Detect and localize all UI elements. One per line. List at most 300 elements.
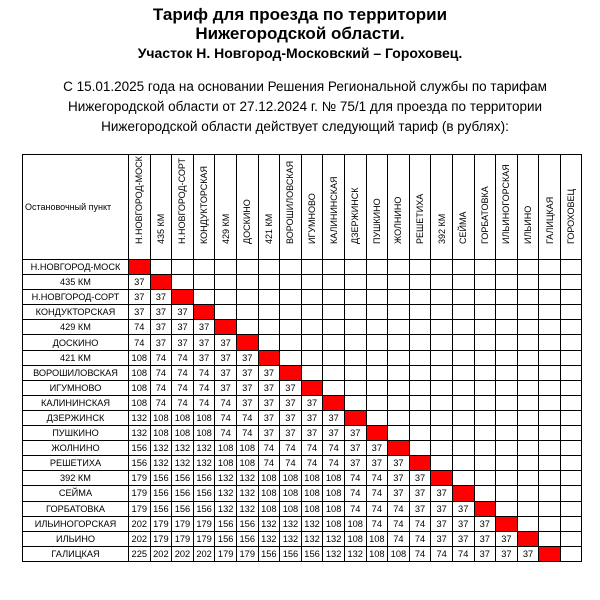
fare-cell: 156 bbox=[280, 546, 302, 561]
empty-cell bbox=[431, 290, 453, 305]
fare-cell: 108 bbox=[258, 501, 280, 516]
fare-cell: 74 bbox=[129, 335, 151, 350]
empty-cell bbox=[474, 395, 496, 410]
fare-cell: 74 bbox=[452, 546, 474, 561]
empty-cell bbox=[388, 320, 410, 335]
fare-cell: 37 bbox=[388, 456, 410, 471]
diagonal-cell bbox=[215, 320, 237, 335]
fare-cell: 37 bbox=[236, 350, 258, 365]
fare-cell: 108 bbox=[366, 531, 388, 546]
fare-cell: 37 bbox=[258, 395, 280, 410]
fare-cell: 132 bbox=[215, 486, 237, 501]
fare-cell: 179 bbox=[236, 546, 258, 561]
fare-cell: 132 bbox=[258, 516, 280, 531]
fare-cell: 37 bbox=[172, 335, 194, 350]
fare-cell: 37 bbox=[388, 471, 410, 486]
empty-cell bbox=[323, 260, 345, 275]
station-name: КОНДУКТОРСКАЯ bbox=[23, 305, 129, 320]
column-header-label: 435 КМ bbox=[155, 213, 166, 244]
column-header-label: Н.НОВГОРОД-СОРТ bbox=[177, 158, 188, 244]
empty-cell bbox=[172, 260, 194, 275]
empty-cell bbox=[517, 456, 539, 471]
empty-cell bbox=[517, 516, 539, 531]
fare-cell: 74 bbox=[280, 456, 302, 471]
fare-cell: 108 bbox=[258, 471, 280, 486]
column-header-label: ИЛЬИНОГОРСКАЯ bbox=[501, 164, 512, 244]
title-line-1: Тариф для проезда по территории bbox=[152, 5, 448, 24]
empty-cell bbox=[539, 260, 561, 275]
station-name: Н.НОВГОРОД-МОСК bbox=[23, 260, 129, 275]
fare-cell: 132 bbox=[129, 426, 151, 441]
fare-cell: 74 bbox=[129, 320, 151, 335]
empty-cell bbox=[366, 380, 388, 395]
fare-cell: 156 bbox=[193, 486, 215, 501]
column-header bbox=[496, 155, 518, 260]
fare-cell: 37 bbox=[409, 471, 431, 486]
fare-cell: 108 bbox=[323, 471, 345, 486]
fare-cell: 156 bbox=[172, 486, 194, 501]
empty-cell bbox=[409, 350, 431, 365]
column-header-label: 392 КМ bbox=[436, 213, 447, 244]
empty-cell bbox=[517, 395, 539, 410]
fare-cell: 108 bbox=[280, 486, 302, 501]
fare-cell: 37 bbox=[280, 395, 302, 410]
fare-cell: 108 bbox=[258, 486, 280, 501]
empty-cell bbox=[258, 305, 280, 320]
empty-cell bbox=[517, 410, 539, 425]
empty-cell bbox=[452, 441, 474, 456]
empty-cell bbox=[539, 501, 561, 516]
empty-cell bbox=[258, 290, 280, 305]
fare-cell: 37 bbox=[236, 395, 258, 410]
empty-cell bbox=[560, 546, 582, 561]
empty-cell bbox=[496, 501, 518, 516]
column-header bbox=[560, 155, 582, 260]
station-name: ВОРОШИЛОВСКАЯ bbox=[23, 365, 129, 380]
empty-cell bbox=[474, 365, 496, 380]
fare-cell: 37 bbox=[215, 350, 237, 365]
table-row bbox=[23, 426, 582, 441]
empty-cell bbox=[409, 365, 431, 380]
empty-cell bbox=[474, 275, 496, 290]
table-row bbox=[23, 320, 582, 335]
empty-cell bbox=[409, 275, 431, 290]
empty-cell bbox=[301, 305, 323, 320]
table-row bbox=[23, 501, 582, 516]
empty-cell bbox=[431, 305, 453, 320]
empty-cell bbox=[431, 260, 453, 275]
fare-cell: 37 bbox=[452, 501, 474, 516]
fare-cell: 156 bbox=[150, 471, 172, 486]
fare-cell: 74 bbox=[431, 546, 453, 561]
diagonal-cell bbox=[323, 395, 345, 410]
fare-cell: 37 bbox=[150, 320, 172, 335]
column-header bbox=[452, 155, 474, 260]
empty-cell bbox=[496, 350, 518, 365]
fare-cell: 179 bbox=[172, 531, 194, 546]
diagonal-cell bbox=[539, 546, 561, 561]
fare-cell: 37 bbox=[301, 426, 323, 441]
fare-cell: 179 bbox=[129, 486, 151, 501]
fare-cell: 108 bbox=[344, 531, 366, 546]
empty-cell bbox=[517, 290, 539, 305]
empty-cell bbox=[388, 260, 410, 275]
empty-cell bbox=[496, 471, 518, 486]
empty-cell bbox=[323, 320, 345, 335]
empty-cell bbox=[496, 410, 518, 425]
empty-cell bbox=[344, 290, 366, 305]
empty-cell bbox=[539, 275, 561, 290]
empty-cell bbox=[560, 486, 582, 501]
empty-cell bbox=[344, 335, 366, 350]
fare-cell: 108 bbox=[150, 426, 172, 441]
table-row bbox=[23, 471, 582, 486]
empty-cell bbox=[280, 290, 302, 305]
station-name: ИЛЬИНОГОРСКАЯ bbox=[23, 516, 129, 531]
empty-cell bbox=[409, 305, 431, 320]
empty-cell bbox=[344, 320, 366, 335]
diagonal-cell bbox=[258, 350, 280, 365]
diagonal-cell bbox=[301, 380, 323, 395]
fare-cell: 132 bbox=[150, 441, 172, 456]
empty-cell bbox=[388, 305, 410, 320]
column-header bbox=[409, 155, 431, 260]
fare-cell: 108 bbox=[388, 546, 410, 561]
empty-cell bbox=[517, 441, 539, 456]
empty-cell bbox=[388, 275, 410, 290]
empty-cell bbox=[431, 395, 453, 410]
empty-cell bbox=[474, 456, 496, 471]
fare-cell: 37 bbox=[344, 441, 366, 456]
fare-cell: 108 bbox=[215, 441, 237, 456]
empty-cell bbox=[344, 395, 366, 410]
fare-cell: 179 bbox=[215, 546, 237, 561]
column-header-label: ПУШКИНО bbox=[371, 198, 382, 244]
empty-cell bbox=[431, 456, 453, 471]
fare-cell: 74 bbox=[193, 365, 215, 380]
empty-cell bbox=[539, 395, 561, 410]
empty-cell bbox=[517, 305, 539, 320]
table-row bbox=[23, 486, 582, 501]
fare-cell: 179 bbox=[129, 501, 151, 516]
intro-text bbox=[40, 77, 570, 137]
column-header-label: ГОРБАТОВКА bbox=[479, 186, 490, 244]
fare-cell: 37 bbox=[409, 501, 431, 516]
column-header-label: ИГУМНОВО bbox=[307, 193, 318, 244]
table-row bbox=[23, 395, 582, 410]
fare-cell: 37 bbox=[236, 380, 258, 395]
station-name: РЕШЕТИХА bbox=[23, 456, 129, 471]
empty-cell bbox=[496, 320, 518, 335]
station-name: 392 КМ bbox=[23, 471, 129, 486]
empty-cell bbox=[280, 275, 302, 290]
station-name: 421 КМ bbox=[23, 350, 129, 365]
empty-cell bbox=[560, 531, 582, 546]
station-name: КАЛИНИНСКАЯ bbox=[23, 395, 129, 410]
fare-cell: 74 bbox=[280, 441, 302, 456]
fare-cell: 132 bbox=[150, 456, 172, 471]
diagonal-cell bbox=[474, 501, 496, 516]
column-header-label: 429 КМ bbox=[220, 213, 231, 244]
fare-cell: 37 bbox=[193, 335, 215, 350]
table-row bbox=[23, 441, 582, 456]
fare-cell: 37 bbox=[258, 426, 280, 441]
empty-cell bbox=[344, 380, 366, 395]
title-line-3: Участок Н. Новгород-Московский – Гороховец. bbox=[137, 45, 463, 61]
empty-cell bbox=[409, 410, 431, 425]
tariff-table bbox=[22, 154, 582, 562]
empty-cell bbox=[431, 410, 453, 425]
empty-cell bbox=[474, 260, 496, 275]
empty-cell bbox=[452, 275, 474, 290]
empty-cell bbox=[517, 486, 539, 501]
fare-cell: 202 bbox=[129, 531, 151, 546]
fare-cell: 37 bbox=[431, 501, 453, 516]
station-name: 429 КМ bbox=[23, 320, 129, 335]
fare-cell: 132 bbox=[323, 546, 345, 561]
empty-cell bbox=[388, 335, 410, 350]
fare-cell: 37 bbox=[236, 365, 258, 380]
empty-cell bbox=[539, 516, 561, 531]
fare-cell: 156 bbox=[129, 456, 151, 471]
empty-cell bbox=[323, 350, 345, 365]
fare-cell: 156 bbox=[150, 486, 172, 501]
empty-cell bbox=[388, 350, 410, 365]
empty-cell bbox=[409, 395, 431, 410]
fare-cell: 74 bbox=[258, 441, 280, 456]
fare-cell: 37 bbox=[344, 456, 366, 471]
fare-cell: 37 bbox=[301, 395, 323, 410]
fare-cell: 37 bbox=[366, 441, 388, 456]
empty-cell bbox=[452, 335, 474, 350]
fare-cell: 74 bbox=[344, 486, 366, 501]
station-name: ДОСКИНО bbox=[23, 335, 129, 350]
empty-cell bbox=[388, 290, 410, 305]
empty-cell bbox=[452, 471, 474, 486]
fare-cell: 74 bbox=[409, 546, 431, 561]
fare-cell: 74 bbox=[366, 471, 388, 486]
diagonal-cell bbox=[236, 335, 258, 350]
empty-cell bbox=[431, 320, 453, 335]
empty-cell bbox=[560, 501, 582, 516]
diagonal-cell bbox=[517, 531, 539, 546]
empty-cell bbox=[366, 290, 388, 305]
empty-cell bbox=[539, 365, 561, 380]
empty-cell bbox=[236, 275, 258, 290]
empty-cell bbox=[215, 290, 237, 305]
fare-cell: 74 bbox=[409, 531, 431, 546]
fare-cell: 179 bbox=[129, 471, 151, 486]
empty-cell bbox=[215, 305, 237, 320]
empty-cell bbox=[301, 335, 323, 350]
fare-cell: 37 bbox=[258, 365, 280, 380]
table-row bbox=[23, 456, 582, 471]
fare-cell: 132 bbox=[193, 456, 215, 471]
fare-cell: 74 bbox=[193, 395, 215, 410]
empty-cell bbox=[193, 275, 215, 290]
fare-cell: 37 bbox=[150, 335, 172, 350]
empty-cell bbox=[452, 260, 474, 275]
empty-cell bbox=[236, 260, 258, 275]
column-header bbox=[236, 155, 258, 260]
fare-cell: 37 bbox=[344, 426, 366, 441]
column-header bbox=[517, 155, 539, 260]
empty-cell bbox=[301, 275, 323, 290]
diagonal-cell bbox=[496, 516, 518, 531]
fare-cell: 108 bbox=[323, 501, 345, 516]
station-name: ГОРБАТОВКА bbox=[23, 501, 129, 516]
empty-cell bbox=[474, 305, 496, 320]
table-row bbox=[23, 335, 582, 350]
column-header-label: ДЗЕРЖИНСК bbox=[350, 187, 361, 244]
empty-cell bbox=[150, 260, 172, 275]
empty-cell bbox=[301, 260, 323, 275]
fare-cell: 37 bbox=[150, 290, 172, 305]
station-name: Н.НОВГОРОД-СОРТ bbox=[23, 290, 129, 305]
column-header-label: РЕШЕТИХА bbox=[415, 193, 426, 244]
empty-cell bbox=[452, 410, 474, 425]
fare-cell: 74 bbox=[366, 501, 388, 516]
fare-cell: 37 bbox=[474, 516, 496, 531]
empty-cell bbox=[452, 320, 474, 335]
column-header-label: ИЛЬИНО bbox=[522, 205, 533, 244]
fare-cell: 74 bbox=[366, 486, 388, 501]
table-row bbox=[23, 305, 582, 320]
empty-cell bbox=[431, 380, 453, 395]
empty-cell bbox=[452, 290, 474, 305]
empty-cell bbox=[452, 365, 474, 380]
fare-cell: 108 bbox=[129, 395, 151, 410]
fare-cell: 74 bbox=[150, 350, 172, 365]
empty-cell bbox=[366, 305, 388, 320]
empty-cell bbox=[409, 441, 431, 456]
fare-cell: 74 bbox=[215, 395, 237, 410]
table-row bbox=[23, 350, 582, 365]
column-header bbox=[129, 155, 151, 260]
column-header-label: ВОРОШИЛОВСКАЯ bbox=[285, 160, 296, 244]
empty-cell bbox=[474, 471, 496, 486]
empty-cell bbox=[517, 320, 539, 335]
fare-cell: 37 bbox=[280, 426, 302, 441]
fare-cell: 37 bbox=[129, 290, 151, 305]
empty-cell bbox=[517, 260, 539, 275]
empty-cell bbox=[215, 260, 237, 275]
empty-cell bbox=[388, 426, 410, 441]
fare-cell: 132 bbox=[344, 546, 366, 561]
column-header bbox=[150, 155, 172, 260]
empty-cell bbox=[431, 441, 453, 456]
empty-cell bbox=[409, 380, 431, 395]
diagonal-cell bbox=[344, 410, 366, 425]
diagonal-cell bbox=[388, 441, 410, 456]
station-name: СЕЙМА bbox=[23, 486, 129, 501]
fare-cell: 37 bbox=[323, 410, 345, 425]
empty-cell bbox=[452, 395, 474, 410]
empty-cell bbox=[560, 516, 582, 531]
empty-cell bbox=[323, 335, 345, 350]
fare-cell: 156 bbox=[193, 471, 215, 486]
fare-cell: 108 bbox=[193, 426, 215, 441]
fare-cell: 108 bbox=[344, 516, 366, 531]
fare-cell: 156 bbox=[301, 546, 323, 561]
empty-cell bbox=[539, 456, 561, 471]
fare-cell: 74 bbox=[258, 456, 280, 471]
fare-cell: 156 bbox=[172, 471, 194, 486]
empty-cell bbox=[431, 365, 453, 380]
column-header-label: 421 КМ bbox=[263, 213, 274, 244]
fare-cell: 37 bbox=[280, 380, 302, 395]
diagonal-cell bbox=[366, 426, 388, 441]
empty-cell bbox=[344, 275, 366, 290]
empty-cell bbox=[496, 380, 518, 395]
fare-cell: 202 bbox=[150, 546, 172, 561]
empty-cell bbox=[323, 305, 345, 320]
empty-cell bbox=[344, 305, 366, 320]
empty-cell bbox=[560, 471, 582, 486]
fare-cell: 108 bbox=[215, 456, 237, 471]
empty-cell bbox=[172, 275, 194, 290]
empty-cell bbox=[474, 426, 496, 441]
empty-cell bbox=[280, 320, 302, 335]
fare-cell: 74 bbox=[366, 516, 388, 531]
empty-cell bbox=[539, 305, 561, 320]
empty-cell bbox=[539, 486, 561, 501]
fare-cell: 37 bbox=[193, 350, 215, 365]
empty-cell bbox=[560, 320, 582, 335]
fare-cell: 74 bbox=[344, 501, 366, 516]
column-header bbox=[280, 155, 302, 260]
empty-cell bbox=[366, 410, 388, 425]
column-header bbox=[215, 155, 237, 260]
empty-cell bbox=[366, 395, 388, 410]
fare-cell: 132 bbox=[280, 516, 302, 531]
diagonal-cell bbox=[431, 471, 453, 486]
empty-cell bbox=[560, 426, 582, 441]
empty-cell bbox=[388, 395, 410, 410]
fare-cell: 37 bbox=[172, 320, 194, 335]
fare-cell: 37 bbox=[474, 531, 496, 546]
fare-cell: 74 bbox=[301, 441, 323, 456]
fare-cell: 37 bbox=[280, 410, 302, 425]
fare-cell: 37 bbox=[496, 531, 518, 546]
fare-cell: 108 bbox=[280, 471, 302, 486]
fare-cell: 202 bbox=[172, 546, 194, 561]
empty-cell bbox=[539, 426, 561, 441]
empty-cell bbox=[215, 275, 237, 290]
fare-cell: 74 bbox=[150, 395, 172, 410]
empty-cell bbox=[236, 305, 258, 320]
column-header bbox=[193, 155, 215, 260]
fare-cell: 74 bbox=[172, 365, 194, 380]
empty-cell bbox=[496, 305, 518, 320]
fare-cell: 156 bbox=[236, 531, 258, 546]
fare-cell: 108 bbox=[301, 501, 323, 516]
fare-cell: 74 bbox=[172, 350, 194, 365]
empty-cell bbox=[539, 471, 561, 486]
fare-cell: 74 bbox=[193, 380, 215, 395]
fare-cell: 74 bbox=[150, 380, 172, 395]
fare-cell: 37 bbox=[129, 275, 151, 290]
empty-cell bbox=[366, 275, 388, 290]
empty-cell bbox=[560, 275, 582, 290]
empty-cell bbox=[496, 456, 518, 471]
empty-cell bbox=[388, 410, 410, 425]
fare-cell: 74 bbox=[236, 410, 258, 425]
empty-cell bbox=[560, 365, 582, 380]
empty-cell bbox=[344, 350, 366, 365]
station-name: ДЗЕРЖИНСК bbox=[23, 410, 129, 425]
column-header bbox=[323, 155, 345, 260]
